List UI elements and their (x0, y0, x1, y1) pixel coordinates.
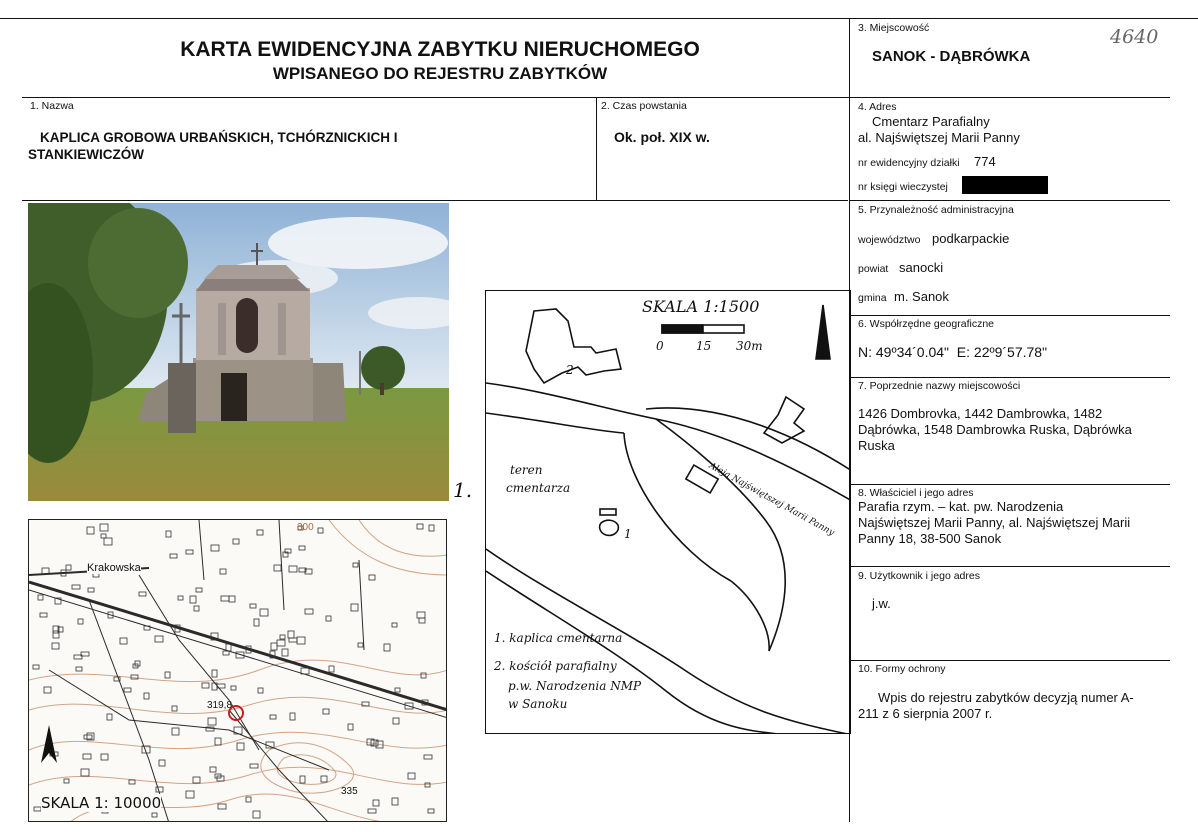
land-registry-label: nr księgi wieczystej (858, 181, 948, 193)
sketch-legend-4: w Sanoku (508, 697, 568, 711)
card-title-line1: KARTA EWIDENCYJNA ZABYTKU NIERUCHOMEGO (180, 38, 700, 61)
protection-line1: Wpis do rejestru zabytków decyzją numer A- (878, 690, 1134, 705)
coordinates-value: N: 49º34´0.04" E: 22º9´57.78" (858, 344, 1048, 360)
admin-label: 5. Przynależność administracyjna (858, 204, 1014, 216)
county-value: sanocki (899, 260, 944, 275)
county-label: powiat (858, 263, 889, 275)
land-registry-redacted (962, 176, 1048, 194)
topo-scale-label: SKALA 1: 10000 (41, 794, 162, 812)
locality-label: 3. Miejscowość (858, 22, 930, 34)
former-names-line2: Dąbrówka, 1548 Dambrowka Ruska, Dąbrówka (858, 422, 1132, 437)
sketch-road-label: Aleja Najświętszej Marii Panny (707, 461, 836, 539)
user-label: 9. Użytkownik i jego adres (858, 570, 980, 582)
former-names-label: 7. Poprzednie nazwy miejscowości (858, 380, 1021, 392)
owner-line1: Parafia rzym. – kat. pw. Narodzenia (858, 499, 1064, 514)
sketch-legend-1: 1. kaplica cmentarna (494, 631, 623, 645)
sketch-scale-title: SKALA 1:1500 (642, 297, 760, 316)
owner-line2: Najświętszej Marii Panny, al. Najświętszej Marii (858, 515, 1131, 530)
owner-line3: Panny 18, 38-500 Sanok (858, 531, 1002, 546)
commune-label: gmina (858, 292, 887, 304)
address-line1: Cmentarz Parafialny (872, 114, 990, 129)
protection-line2: 211 z 6 sierpnia 2007 r. (858, 706, 993, 721)
chapel-photo-illustration (28, 203, 449, 501)
former-names-line3: Ruska (858, 438, 895, 453)
former-names-bottom-line (850, 484, 1170, 485)
topo-height-1: 319,8 (207, 700, 233, 711)
plot-number-label: nr ewidencyjny działki (858, 157, 960, 169)
photo-marker-label: 1. (453, 478, 473, 502)
address-line2: al. Najświętszej Marii Panny (858, 130, 1020, 145)
commune-value: m. Sanok (894, 289, 949, 304)
topo-street-label: Krakowska (87, 562, 141, 574)
address-bottom-line (850, 200, 1170, 201)
topo-height-2: 335 (341, 786, 358, 797)
voivodeship-label: województwo (858, 234, 921, 246)
period-label: 2. Czas powstania (601, 100, 687, 112)
protection-label: 10. Formy ochrony (858, 663, 946, 675)
name-period-divider (596, 97, 597, 201)
name-row-bottom-line (22, 200, 848, 201)
sketch-area-line2: cmentarza (506, 481, 571, 495)
owner-label: 8. Właściciel i jego adres (858, 487, 974, 499)
sketch-label-chapel: 1 (624, 527, 632, 541)
plot-number-value: 774 (974, 154, 996, 169)
user-bottom-line (850, 660, 1170, 661)
frame-top-line (0, 18, 1198, 19)
admin-bottom-line (850, 315, 1170, 316)
name-label: 1. Nazwa (30, 100, 74, 112)
topo-contour-300: 300 (297, 522, 314, 533)
sketch-scale-30: 30m (736, 339, 763, 353)
topographic-map (28, 519, 447, 822)
sketch-legend-3: p.w. Narodzenia NMP (508, 679, 642, 693)
coordinates-label: 6. Współrzędne geograficzne (858, 318, 994, 330)
address-label: 4. Adres (858, 101, 897, 113)
name-value-line2: STANKIEWICZÓW (28, 147, 144, 162)
sketch-scale-0: 0 (656, 339, 664, 353)
name-value-line1: KAPLICA GROBOWA URBAŃSKICH, TCHÓRZNICKICH I (40, 130, 398, 145)
former-names-line1: 1426 Dombrovka, 1442 Dambrowka, 1482 (858, 406, 1103, 421)
sketch-area-line1: teren (510, 463, 543, 477)
sketch-legend-2: 2. kościół parafialny (494, 659, 617, 673)
voivodeship-value: podkarpackie (932, 231, 1010, 246)
site-sketch-map (485, 290, 851, 734)
card-title-line2: WPISANEGO DO REJESTRU ZABYTKÓW (272, 64, 608, 83)
reference-number: 4640 (1110, 26, 1159, 48)
owner-bottom-line (850, 566, 1170, 567)
sketch-label-church: 2 (566, 363, 574, 377)
user-value: j.w. (872, 596, 891, 611)
sketch-scale-15: 15 (696, 339, 712, 353)
chapel-photo (28, 203, 449, 501)
coords-bottom-line (850, 377, 1170, 378)
locality-value: SANOK - DĄBRÓWKA (872, 48, 1031, 65)
period-value: Ok. poł. XIX w. (614, 129, 710, 145)
